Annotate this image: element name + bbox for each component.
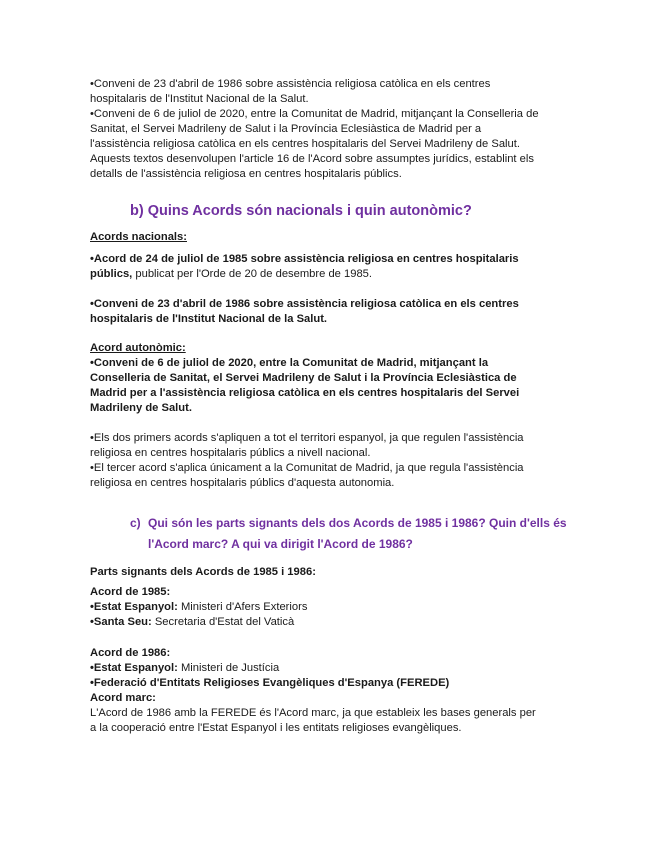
intro-conveni-1986 xyxy=(90,77,580,107)
acord-1985-label: Acord de 1985: xyxy=(90,586,171,598)
text-line: Qui són les parts signants dels dos Acords de 1985 i 1986? Quin d'ells és xyxy=(148,516,567,530)
intro-aquests-textos xyxy=(90,152,580,182)
text-line: Madrileny de Salut. xyxy=(90,402,192,414)
intro-conveni-2020 xyxy=(90,107,590,152)
acord-marc-label: Acord marc: xyxy=(90,692,156,704)
text-line: •Conveni de 23 d'abril de 1986 sobre assistència religiosa catòlica en els centres xyxy=(90,78,491,90)
text-line: •Estat Espanyol: xyxy=(90,601,178,613)
nacional-conveni-1986 xyxy=(90,297,580,327)
text-line: •Els dos primers acords s'apliquen a tot el territori espanyol, ja que regulen l'assistència xyxy=(90,432,524,444)
text-line: •Conveni de 6 de juliol de 2020, entre la Comunitat de Madrid, mitjançant la xyxy=(90,357,489,369)
text-line: Ministeri d'Afers Exteriors xyxy=(177,601,308,613)
explanation-primers-acords xyxy=(90,431,580,461)
text-line: Secretaria d'Estat del Vaticà xyxy=(151,616,295,628)
text-line: •Estat Espanyol: xyxy=(90,662,178,674)
text-line: a la cooperació entre l'Estat Espanyol i les entitats religioses evangèliques. xyxy=(90,722,462,734)
parts-signants-title: Parts signants dels Acords de 1985 i 1986: xyxy=(90,566,316,578)
text-line: hospitalaris de l'Institut Nacional de la Salut. xyxy=(90,313,328,325)
acord-1986-parts xyxy=(90,661,580,691)
text-line: l'Acord marc? A qui va dirigit l'Acord de 1986? xyxy=(148,537,413,551)
acord-marc-text xyxy=(90,706,590,736)
text-line: •Acord de 24 de juliol de 1985 sobre assistència religiosa en centres hospitalaris xyxy=(90,253,519,265)
acords-nacionals-label: Acords nacionals: xyxy=(90,231,187,243)
text-line: publicat per l'Orde de 20 de desembre de 1985. xyxy=(132,268,372,280)
text-line: l'assistència religiosa catòlica en els centres hospitalaris del Servei Madrileny de Salut. xyxy=(90,138,520,150)
text-line: hospitalaris de l'Institut Nacional de la Salut. xyxy=(90,93,309,105)
text-line: detalls de l'assistència religiosa en centres hospitalaris públics. xyxy=(90,168,402,180)
text-line: religiosa en centres hospitalaris públics a nivell nacional. xyxy=(90,447,371,459)
text-line: •El tercer acord s'aplica únicament a la Comunitat de Madrid, ja que regula l'assistència xyxy=(90,462,524,474)
text-line: públics, xyxy=(90,268,133,280)
text-line: •Santa Seu: xyxy=(90,616,152,628)
text-line: Conselleria de Sanitat, el Servei Madrileny de Salut i la Província Eclesiàstica de xyxy=(90,372,517,384)
text-line: •Federació d'Entitats Religioses Evangèliques d'Espanya (FEREDE) xyxy=(90,677,450,689)
text-line: Madrid per a l'assistència religiosa catòlica en els centres hospitalaris del Servei xyxy=(90,387,520,399)
section-c-label: c) xyxy=(130,516,141,530)
nacional-acord-1985 xyxy=(90,252,580,282)
text-line: •Conveni de 23 d'abril de 1986 sobre assistència religiosa catòlica en els centres xyxy=(90,298,519,310)
text-line: L'Acord de 1986 amb la FEREDE és l'Acord marc, ja que estableix les bases generals per xyxy=(90,707,536,719)
acord-autonomic-label: Acord autonòmic: xyxy=(90,342,186,354)
section-c-heading xyxy=(130,513,570,555)
text-line: Aquests textos desenvolupen l'article 16 de l'Acord sobre assumptes jurídics, establint els xyxy=(90,153,534,165)
autonomic-conveni-2020 xyxy=(90,356,580,416)
section-b-heading: b) Quins Acords són nacionals i quin autonòmic? xyxy=(130,203,472,219)
text-line: •Conveni de 6 de juliol de 2020, entre la Comunitat de Madrid, mitjançant la Conselleria de xyxy=(90,108,539,120)
explanation-tercer-acord xyxy=(90,461,580,491)
acord-1985-parts xyxy=(90,600,580,630)
text-line: religiosa en centres hospitalaris públics d'aquesta autonomia. xyxy=(90,477,395,489)
acord-1986-label: Acord de 1986: xyxy=(90,647,171,659)
text-line: Ministeri de Justícia xyxy=(177,662,280,674)
text-line: Sanitat, el Servei Madrileny de Salut i la Província Eclesiàstica de Madrid per a xyxy=(90,123,482,135)
